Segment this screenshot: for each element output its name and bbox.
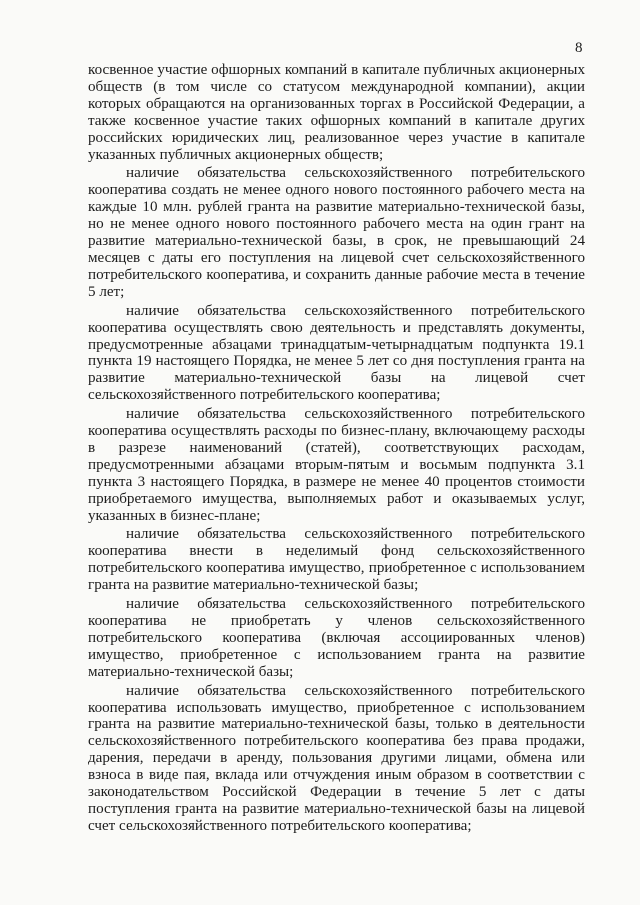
paragraph-fund-obligation: наличие обязательства сельскохозяйственного потребительского кооператива внести в неделимый фонд сельскохозяйственного потребительского кооператива имущество, приобретенное с использованием гранта на развитие материально-технической базы; <box>88 526 585 594</box>
page-number: 8 <box>575 40 583 56</box>
paragraph-expenses-obligation: наличие обязательства сельскохозяйственного потребительского кооператива осуществлять расходы по бизнес-плану, включающему расходы в разрезе наименований (статей), соответствующих расходам, предусмотренными абзацами вторым-пятым и восьмым подпункта 3.1 пункта 3 настоящего Порядка, в размере не менее 40 процентов стоимости приобретаемого имущества, выполняемых работ и оказываемых услуг, указанных в бизнес-плане; <box>88 406 585 524</box>
paragraph-activity-obligation: наличие обязательства сельскохозяйственного потребительского кооператива осуществлять свою деятельность и представлять документы, предусмотренные абзацами тринадцатым-четырнадцатым подпункта 19.1 пункта 19 настоящего Порядка, не менее 5 лет со дня поступления гранта на развитие материально-технической базы на лицевой счет сельскохозяйственного потребительского кооператива; <box>88 302 585 404</box>
paragraph-jobs-obligation: наличие обязательства сельскохозяйственного потребительского кооператива создать не менее одного нового постоянного рабочего места на каждые 10 млн. рублей гранта на развитие материально-технической базы, но не менее одного нового постоянного рабочего места на один грант на развитие материально-технической базы, в срок, не превышающий 24 месяцев с даты его поступления на лицевой счет сельскохозяйственного потребительского кооператива, и сохранить данные рабочие места в течение 5 лет; <box>88 165 585 300</box>
paragraph-usage-obligation: наличие обязательства сельскохозяйственного потребительского кооператива использовать имущество, приобретенное с использованием гранта на развитие материально-технической базы, только в деятельности сельскохозяйственного потребительского кооператива без права продажи, дарения, передачи в аренду, пользования другими лицами, обмена или взноса в виде пая, вклада или отчуждения иным образом в соответствии с законодательством Российской Федерации в течение 5 лет с даты поступления гранта на развитие материально-технической базы на лицевой счет сельскохозяйственного потребительского кооператива; <box>88 682 585 834</box>
paragraph-continuation: косвенное участие офшорных компаний в капитале публичных акционерных обществ (в том числе со статусом международной компании), акции которых обращаются на организованных торгах в Российской Федерации, а также косвенное участие таких офшорных компаний в капитале других российских юридических лиц, реализованное через участие в капитале указанных публичных акционерных обществ; <box>88 62 585 163</box>
paragraph-purchase-obligation: наличие обязательства сельскохозяйственного потребительского кооператива не приобретать у членов сельскохозяйственного потребительского кооператива (включая ассоциированных членов) имущество, приобретенное с использованием гранта на развитие материально-технической базы; <box>88 596 585 680</box>
document-body <box>88 62 585 835</box>
